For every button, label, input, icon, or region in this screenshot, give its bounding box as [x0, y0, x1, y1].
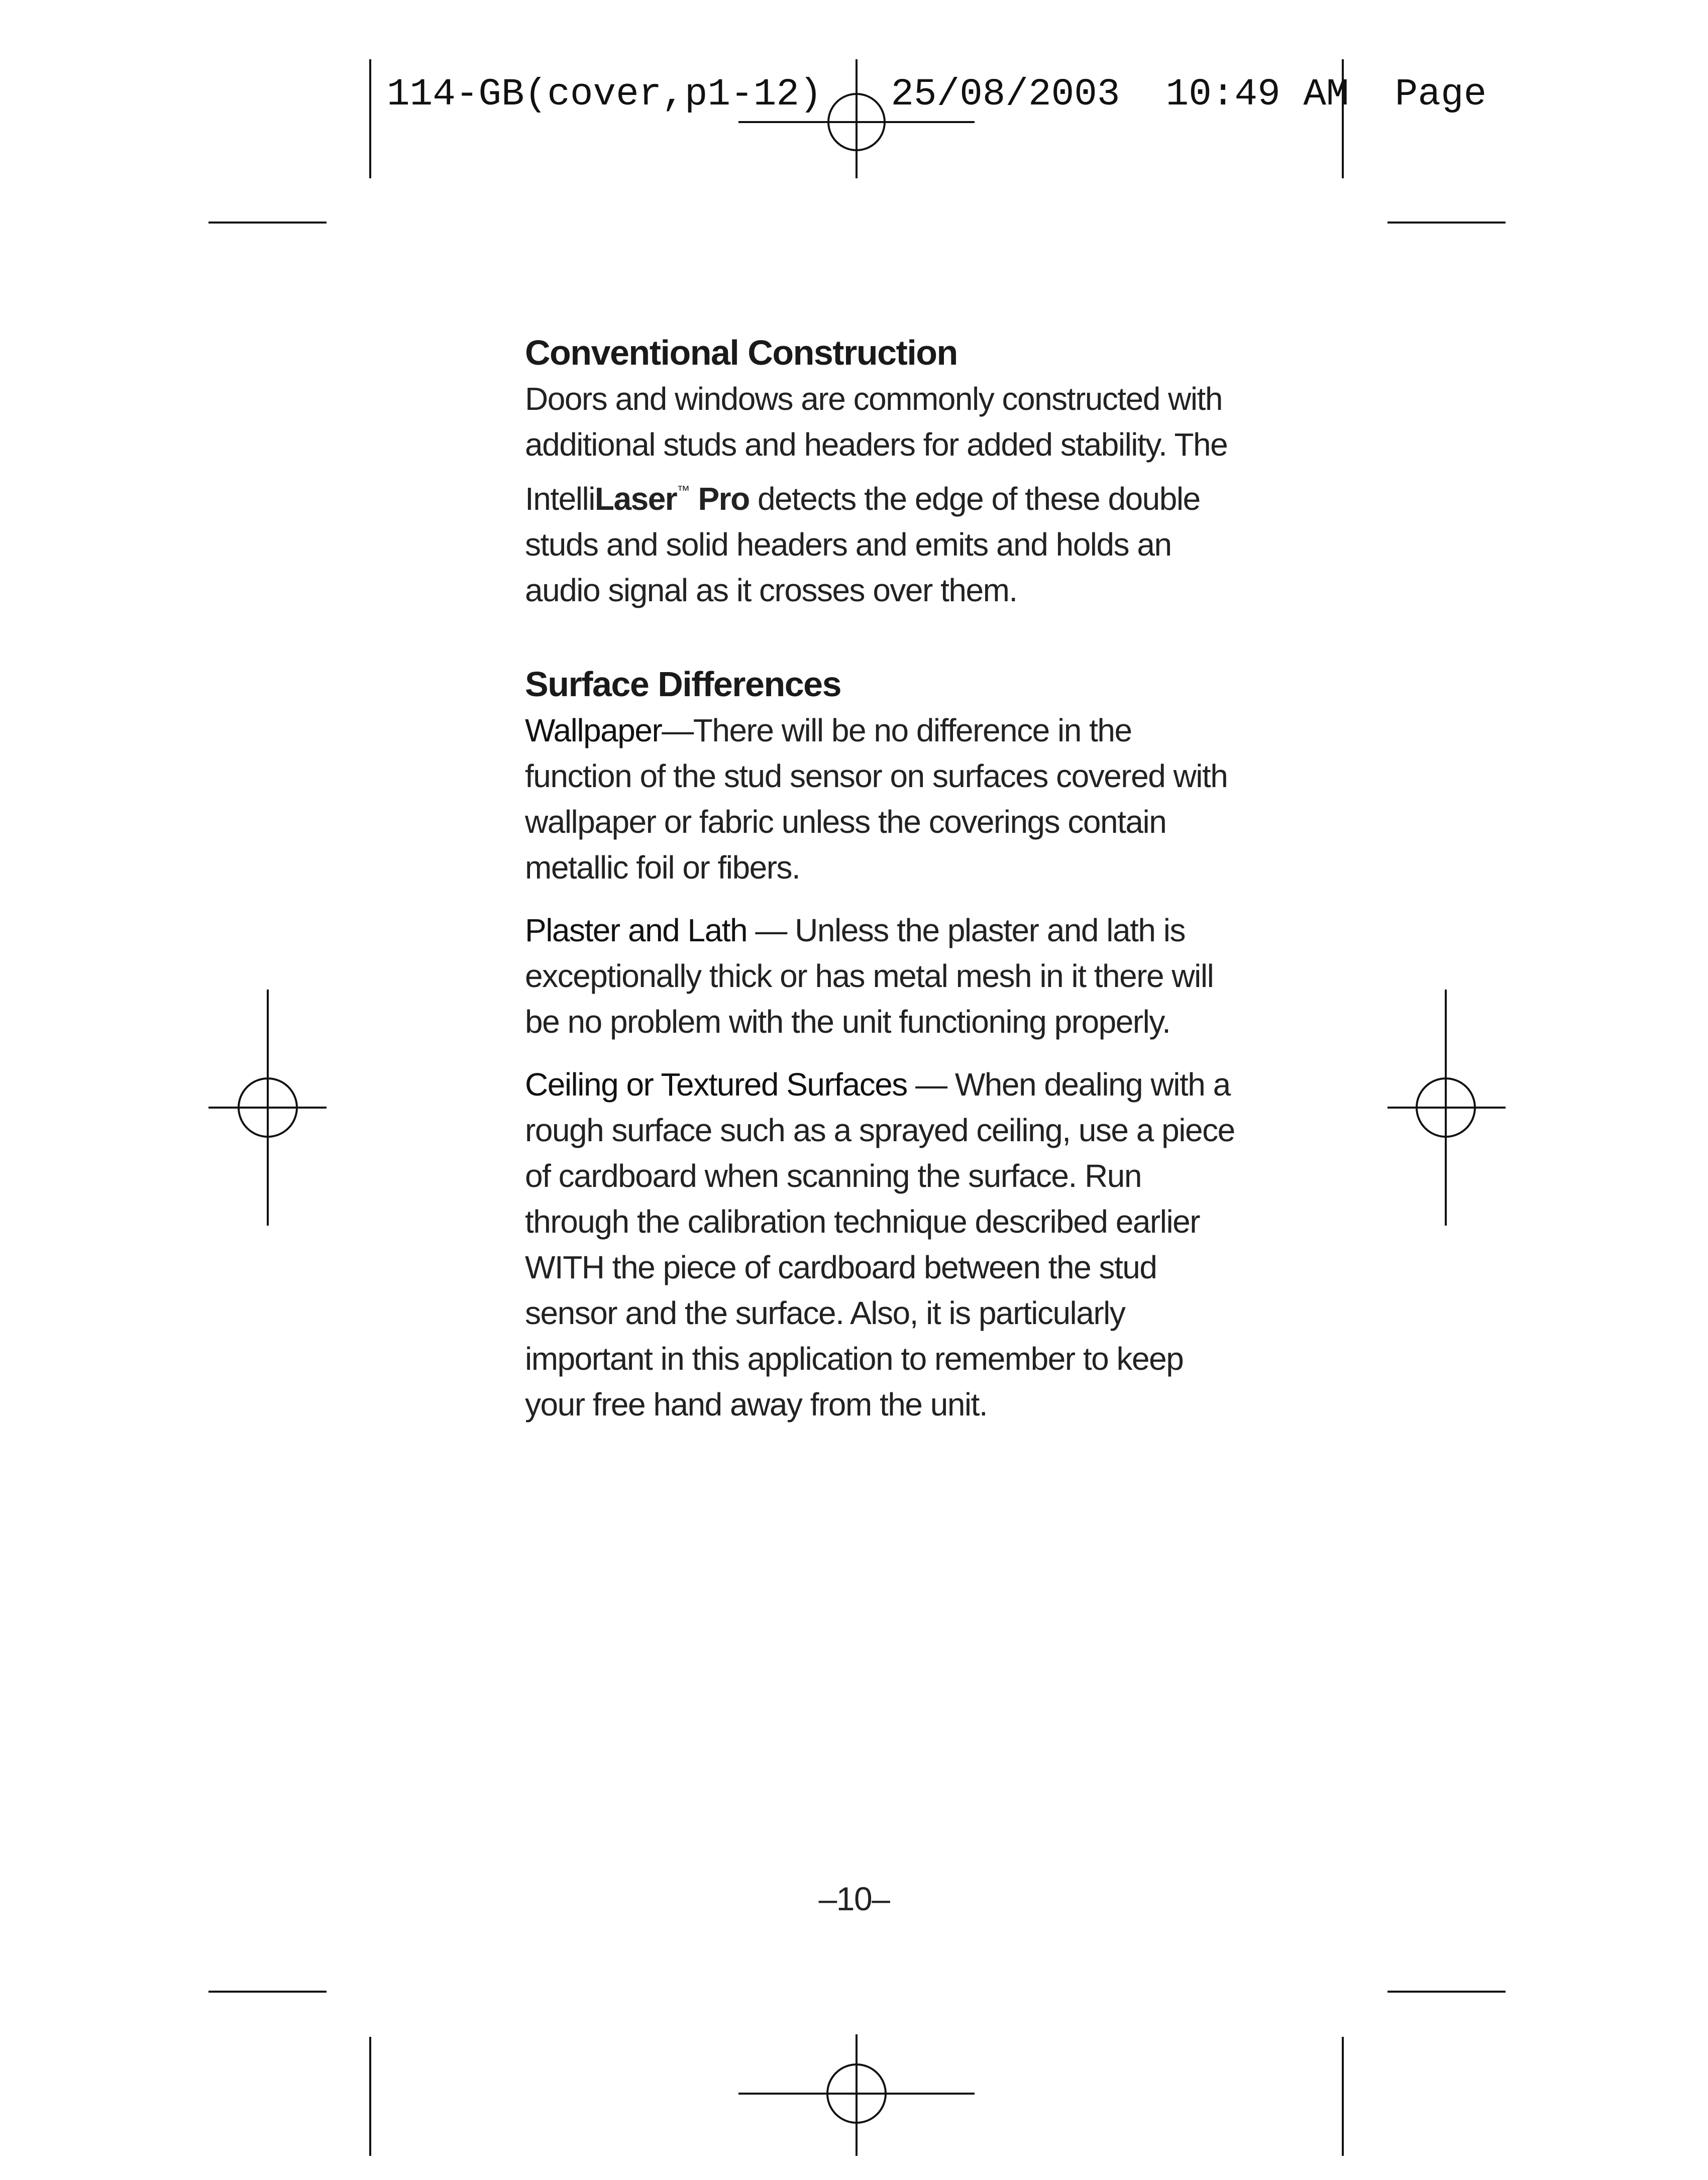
paragraph-separator: —	[662, 712, 693, 748]
section-paragraph	[525, 376, 1238, 613]
page-number: –10–	[818, 1880, 890, 1917]
slug-meridiem: AM	[1303, 73, 1349, 116]
section-title: Conventional Construction	[525, 333, 957, 372]
paragraph-term: Wallpaper	[525, 712, 662, 748]
paragraph-separator: —	[747, 912, 795, 948]
brand-name-suffix: Pro	[690, 481, 750, 517]
slug-date: 25/08/2003	[891, 73, 1120, 116]
slug-file-name: 114-GB(cover,p1-12)	[387, 73, 822, 116]
registration-mark-left	[208, 990, 327, 1226]
paragraph-text: Doors and windows are commonly constructed with additional studs and headers for added stability. The	[525, 381, 1228, 463]
paragraph-text: When dealing with a rough surface such as a sprayed ceiling, use a piece of cardboard when scanning the surface. Run through the calibration technique described earlier WITH the piece of cardboard between the stud sensor and the surface. Also, it is particularly important in this application to remember to keep your free hand away from the unit.	[525, 1066, 1235, 1423]
paragraph-term: Ceiling or Textured Surfaces	[525, 1066, 907, 1103]
brand-name-plain: Intelli	[525, 481, 595, 517]
slug-time: 10:49	[1165, 73, 1280, 116]
paragraph-term: Plaster and Lath	[525, 912, 748, 948]
page-content	[525, 329, 1238, 1428]
paragraph-text: Unless the plaster and lath is exceptionally thick or has metal mesh in it there will be no problem with the unit functioning properly.	[525, 912, 1214, 1040]
registration-mark-top	[738, 59, 975, 178]
paragraph-ceiling-textured	[525, 1062, 1238, 1428]
paragraph-text: There will be no difference in the function of the stud sensor on surfaces covered with wallpaper or fabric unless the coverings contain metallic foil or fibers.	[525, 712, 1228, 886]
slug-page-label: Page	[1395, 73, 1487, 116]
section-surface-differences	[525, 661, 1238, 1428]
paragraph-text: detects the edge of these double studs and solid headers and emits and holds an audio signal as it crosses over them.	[525, 481, 1200, 608]
paragraph-plaster-and-lath	[525, 908, 1238, 1045]
paragraph-separator: —	[907, 1066, 955, 1103]
paragraph-wallpaper	[525, 708, 1238, 891]
trademark-symbol: ™	[677, 483, 690, 498]
registration-mark-right	[1387, 990, 1506, 1226]
section-conventional-construction	[525, 329, 1238, 613]
brand-name-bold: Laser	[594, 481, 677, 517]
registration-mark-bottom	[738, 2034, 975, 2156]
section-title: Surface Differences	[525, 665, 841, 704]
brand-name	[525, 481, 750, 517]
